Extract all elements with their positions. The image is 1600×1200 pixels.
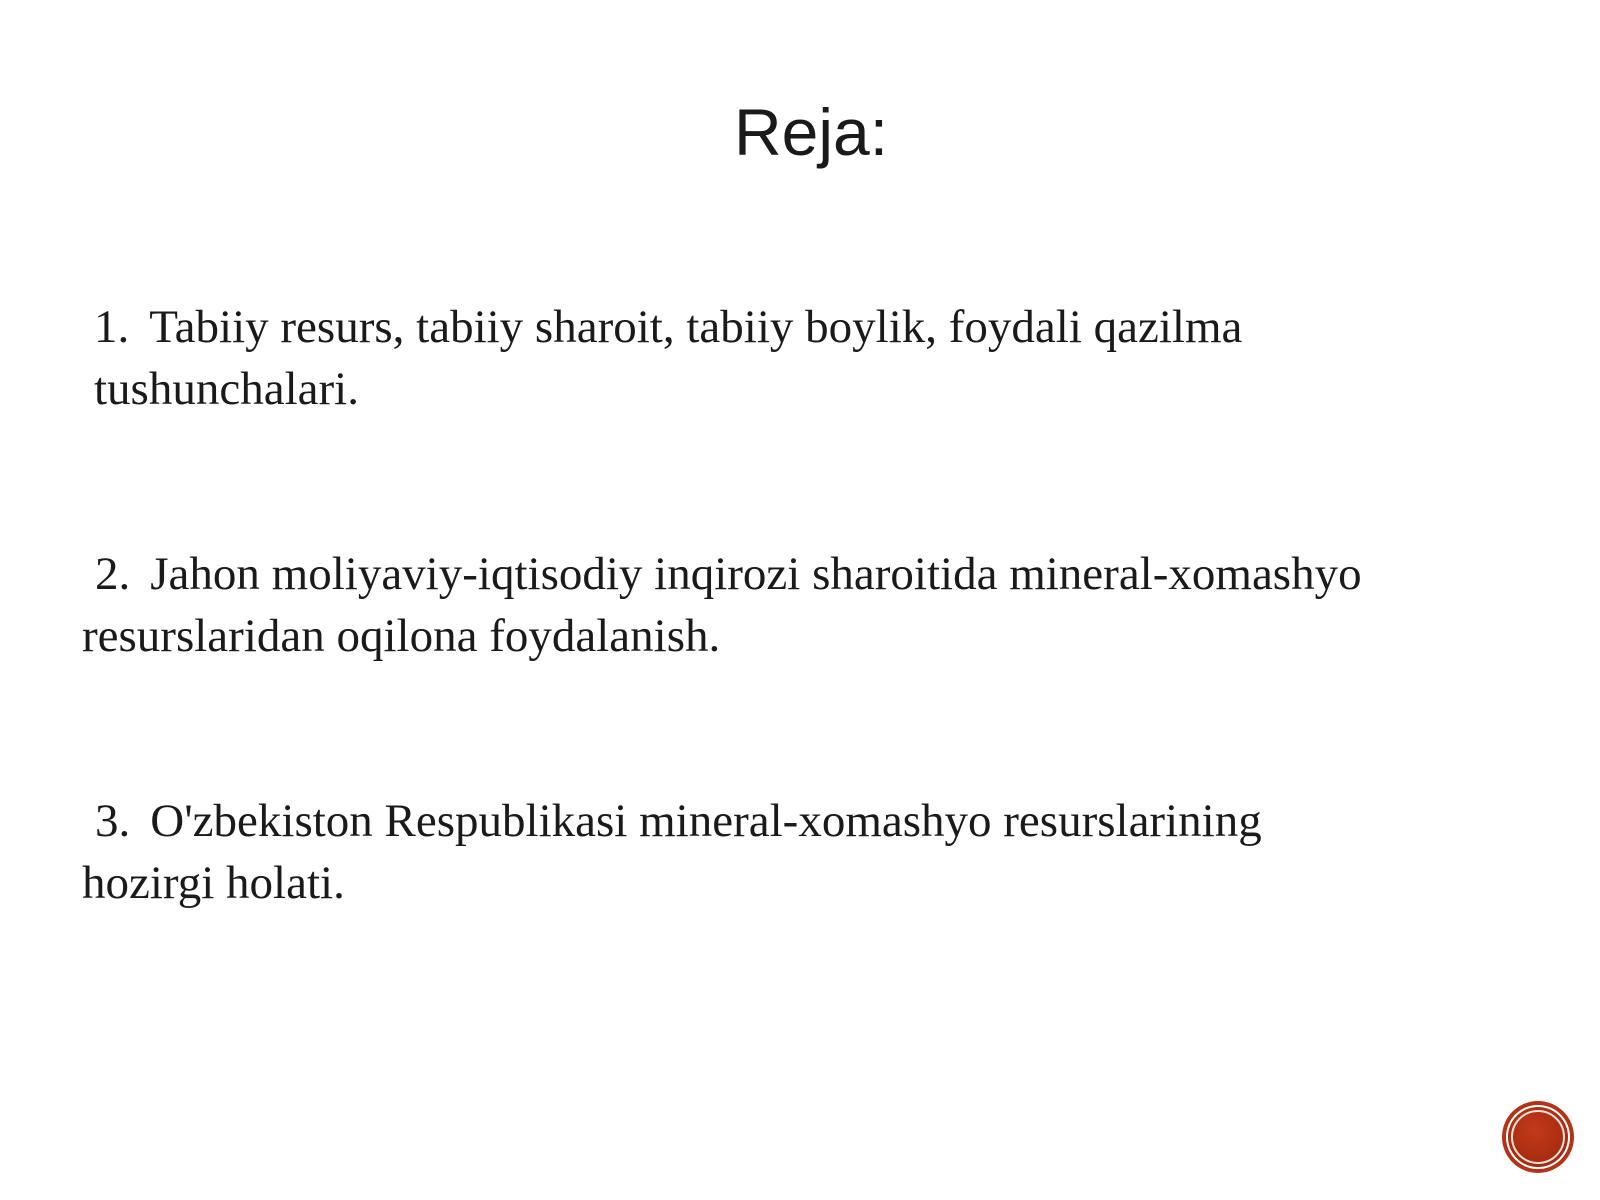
agenda-item-2: [82, 543, 1362, 667]
agenda-item-2-text-line1: Jahon moliyaviy-iqtisodiy inqirozi sharoitida mineral-xomashyo: [150, 548, 1362, 600]
agenda-item-1-text-line1: Tabiiy resurs, tabiiy sharoit, tabiiy boylik, foydali qazilma: [149, 301, 1243, 353]
agenda-item-3-text-line2: hozirgi holati.: [82, 857, 345, 909]
agenda-item-2-first-line: [82, 543, 1362, 605]
agenda-item-3-text-line1: O'zbekiston Respublikasi mineral-xomashyo resurslarining: [150, 795, 1262, 847]
agenda-item-1-first-line: [94, 296, 1242, 358]
nav-button-ring: [1511, 1110, 1565, 1164]
agenda-item-3-number: 3.: [95, 795, 131, 847]
agenda-item-1-text-line2: tushunchalari.: [94, 363, 359, 415]
agenda-item-1: [94, 296, 1242, 420]
agenda-item-1-number: 1.: [94, 301, 130, 353]
agenda-item-3-first-line: [82, 790, 1262, 852]
agenda-item-2-number: 2.: [95, 548, 131, 600]
agenda-item-2-text-line2: resurslaridan oqilona foydalanish.: [82, 610, 721, 662]
agenda-item-3: [82, 790, 1262, 914]
slide-title: Reja:: [733, 95, 889, 169]
circle-nav-button-icon[interactable]: [1506, 1105, 1570, 1169]
